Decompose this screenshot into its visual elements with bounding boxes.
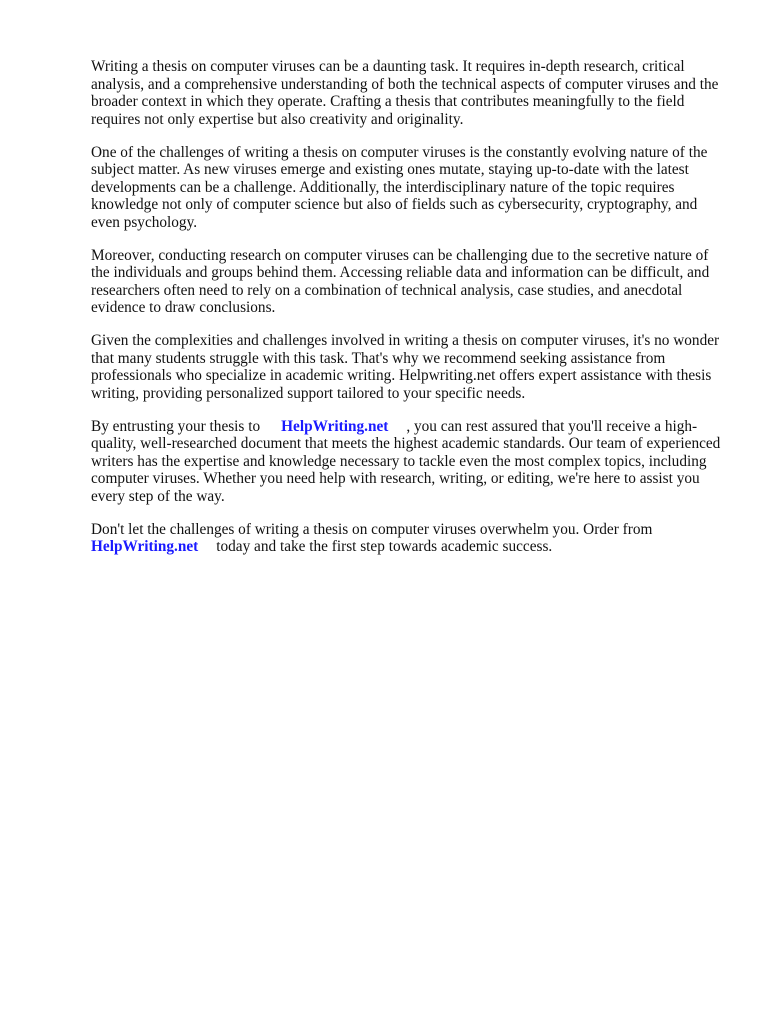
- paragraph-assistance: Given the complexities and challenges involved in writing a thesis on computer viruses, it's no wonder that many students struggle with this task. That's why we recommend seeking assistance from professionals who specialize in academic writing. Helpwriting.net offers expert assistance with thesis writing, providing personalized support tailored to your specific needs.: [91, 332, 720, 402]
- paragraph-entrusting: [91, 418, 723, 506]
- paragraph-entrusting-rest: , you can rest assured that you'll receive a high-quality, well-researched document that meets the highest academic standards. Our team of experienced writers has the expertise and knowledge necessary to tackle even the most complex topics, including computer viruses. Whether you need help with research, writing, or editing, we're here to assist you every step of the way.: [91, 417, 721, 505]
- paragraph-research: Moreover, conducting research on computer viruses can be challenging due to the secretive nature of the individuals and groups behind them. Accessing reliable data and information can be difficult, and researchers often need to rely on a combination of technical analysis, case studies, and anecdotal evidence to draw conclusions.: [91, 246, 710, 316]
- helpwriting-order-link[interactable]: HelpWriting.net: [91, 538, 199, 555]
- paragraph-closing-lead: Don't let the challenges of writing a thesis on computer viruses overwhelm you. Order from: [91, 520, 653, 538]
- paragraph-challenges: One of the challenges of writing a thesis on computer viruses is the constantly evolving nature of the subject matter. As new viruses emerge and existing ones mutate, staying up-to-date with the latest developments can be a challenge. Additionally, the interdisciplinary nature of the topic requires knowledge not only of computer science but also of fields such as cybersecurity, cryptography, and even psychology.: [91, 143, 708, 231]
- helpwriting-link[interactable]: HelpWriting.net: [281, 417, 389, 435]
- paragraph-intro: Writing a thesis on computer viruses can be a daunting task. It requires in-depth research, critical analysis, and a comprehensive understanding of both the technical aspects of computer viruses and the broader context in which they operate. Crafting a thesis that contributes meaningfully to the field requires not only expertise but also creativity and originality.: [91, 58, 719, 128]
- paragraph-entrusting-lead: By entrusting your thesis to: [91, 417, 261, 435]
- document-body: [91, 58, 723, 571]
- paragraph-closing-rest: today and take the first step towards academic success.: [216, 538, 553, 555]
- paragraph-closing: [91, 521, 723, 556]
